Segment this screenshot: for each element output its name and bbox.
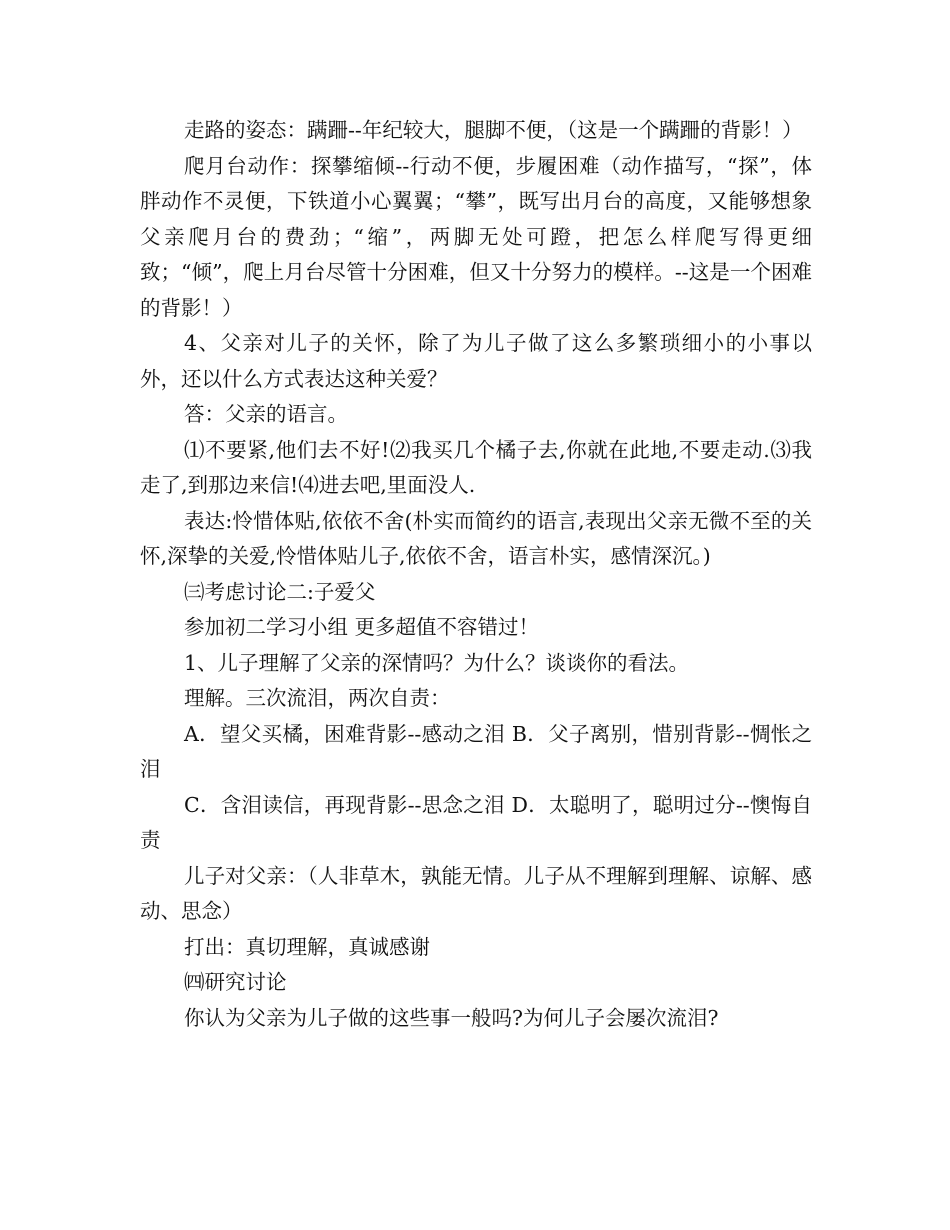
paragraph-display: 打出：真切理解，真诚感谢 (184, 934, 430, 959)
document-body (140, 113, 812, 1036)
paragraph-climbing-platform: 爬月台动作：探攀缩倾--行动不便，步履困难（动作描写，“探”，体胖动作不灵便，下铁道小心翼翼；“攀”，既写出月台的高度，又能够想象父亲爬月台的费劲；“缩”，两脚无处可蹬，把怎么样爬写得更细致；“倾”，爬上月台尽管十分困难，但又十分努力的模样。--这是一个困难的背影！） (140, 153, 812, 320)
paragraph-tears-ab: A．望父买橘，困难背影--感动之泪 B．父子离别，惜别背影--惆怅之泪 (140, 721, 812, 781)
paragraph-son-to-father: 儿子对父亲：（人非草木，孰能无情。儿子从不理解到理解、谅解、感动、思念） (140, 863, 812, 923)
paragraph-study-group-notice: 参加初二学习小组 更多超值不容错过！ (184, 615, 540, 639)
paragraph-walking-posture: 走路的姿态：蹒跚--年纪较大，腿脚不便，（这是一个蹒跚的背影！） (184, 118, 803, 142)
paragraph-expression: 表达:怜惜体贴,依依不舍(朴实而简约的语言,表现出父亲无微不至的关怀,深挚的关爱,怜惜体贴儿子,依依不舍，语言朴实，感情深沉。) (140, 508, 812, 568)
paragraph-answer-language: 答：父亲的语言。 (184, 402, 348, 426)
paragraph-final-question: 你认为父亲为儿子做的这些事一般吗?为何儿子会屡次流泪? (184, 1005, 719, 1030)
paragraph-father-quotes: ⑴不要紧,他们去不好!⑵我买几个橘子去,你就在此地,不要走动.⑶我走了,到那边来信!⑷进去吧,里面没人. (140, 437, 812, 497)
paragraph-question-1: 1、儿子理解了父亲的深情吗？为什么？谈谈你的看法。 (184, 650, 690, 675)
section-heading-discussion-2: ㈢考虑讨论二:子爱父 (184, 579, 376, 604)
paragraph-understanding: 理解。三次流泪，两次自责： (184, 686, 451, 710)
section-heading-research: ㈣研究讨论 (184, 970, 287, 994)
paragraph-question-4: 4、父亲对儿子的关怀，除了为儿子做了这么多繁琐细小的小事以外，还以什么方式表达这种关爱？ (140, 331, 812, 391)
paragraph-tears-cd: C．含泪读信，再现背影--思念之泪 D．太聪明了，聪明过分--懊悔自责 (140, 792, 812, 852)
